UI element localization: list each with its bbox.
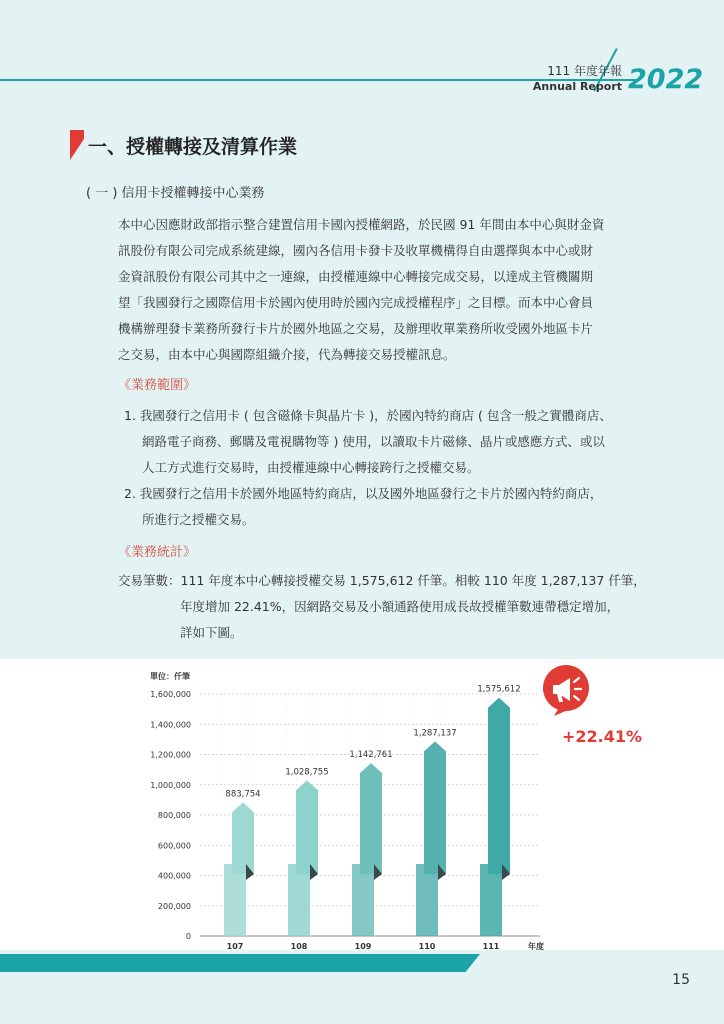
y-tick-label: 200,000 [157,901,191,911]
scope-heading: 《業務範圍》 [118,378,197,393]
scope-list [124,403,654,533]
bar [296,780,318,874]
paragraph-line: 本中心因應財政部指示整合建置信用卡國內授權網路，於民國 91 年間由本中心與財金資 [118,217,605,232]
x-tick-label: 108 [290,942,308,950]
body-paragraph [118,212,648,368]
header-title-zh: 111 年度年報 [547,64,622,78]
list-item: 2. 我國發行之信用卡於國外地區特約商店，以及國外地區發行之卡片於國內特約商店， [124,486,603,501]
list-item: 1. 我國發行之信用卡 ( 包含磁條卡與晶片卡 )，於國內特約商店 ( 包含一般之實體商店、 [124,408,612,423]
y-tick-label: 1,000,000 [150,780,191,790]
unit-label: 單位：仟筆 [150,672,190,681]
bar [232,802,254,874]
header-year: 2022 [628,64,704,95]
section-marker-icon [70,130,84,160]
y-tick-label: 800,000 [157,811,191,820]
list-item-continuation: 網路電子商務、郵購及電視購物等 ) 使用，以讀取卡片磁條、晶片或感應方式、或以 [142,434,605,449]
x-tick-label: 110 [418,942,436,950]
list-item-continuation: 所進行之授權交易。 [142,512,255,527]
header-title-en: Annual Report [532,80,622,93]
stats-heading: 《業務統計》 [118,545,197,560]
data-label: 1,142,761 [349,750,393,761]
megaphone-icon [540,664,592,720]
y-tick-label: 400,000 [157,871,191,881]
x-axis-label: 年度 [528,942,544,950]
stats-text [118,568,646,646]
footer-band [0,954,480,972]
x-tick-label: 107 [226,942,244,950]
y-tick-label: 1,200,000 [150,750,191,760]
x-tick-label: 109 [354,942,372,950]
y-tick-label: 0 [185,932,191,941]
page-number: 15 [672,972,690,988]
paragraph-line: 之交易，由本中心與國際組織介接，代為轉接交易授權訊息。 [118,347,456,362]
growth-percentage: +22.41% [562,727,643,746]
bar-base [480,864,502,936]
section-title: 一、授權轉接及清算作業 [88,136,298,158]
data-label: 1,028,755 [285,767,329,778]
bar-base [416,864,438,936]
y-tick-label: 1,600,000 [150,690,191,699]
bar [488,698,510,874]
data-label: 1,575,612 [477,684,521,695]
bar-base [352,864,374,936]
bar-ghost [222,694,248,794]
stats-line: 年度增加 22.41%，因網路交易及小額通路使用成長故授權筆數連帶穩定增加， [180,599,620,614]
y-tick-label: 600,000 [157,841,191,851]
paragraph-line: 訊股份有限公司完成系統建線，國內各信用卡發卡及收單機構得自由選擇與本中心或財 [118,243,594,258]
chart-panel [0,659,724,950]
subsection-title: ( 一 ) 信用卡授權轉接中心業務 [86,186,265,201]
paragraph-line: 機構辦理發卡業務所發行卡片於國外地區之交易，及辦理收單業務所收受國外地區卡片 [118,321,594,336]
stats-line: 詳如下圖。 [180,625,243,640]
stats-line: 交易筆數：111 年度本中心轉接授權交易 1,575,612 仟筆。相較 110 年度 1,287,137 仟筆， [118,573,646,588]
paragraph-line: 望「我國發行之國際信用卡於國內使用時於國內完成授權程序」之目標。而本中心會員 [118,295,594,310]
x-tick-label: 111 [482,942,500,950]
list-item-continuation: 人工方式進行交易時，由授權連線中心轉接跨行之授權交易。 [142,460,480,475]
bar [360,763,382,874]
bar [424,741,446,874]
bar-chart [0,659,724,950]
y-tick-label: 1,400,000 [150,720,191,730]
bar-base [288,864,310,936]
data-label: 883,754 [225,789,261,800]
paragraph-line: 金資訊股份有限公司其中之一連線，由授權連線中心轉接完成交易，以達成主管機關期 [118,269,594,284]
bar-base [224,864,246,936]
data-label: 1,287,137 [413,728,457,739]
bar-ghost [286,694,312,772]
